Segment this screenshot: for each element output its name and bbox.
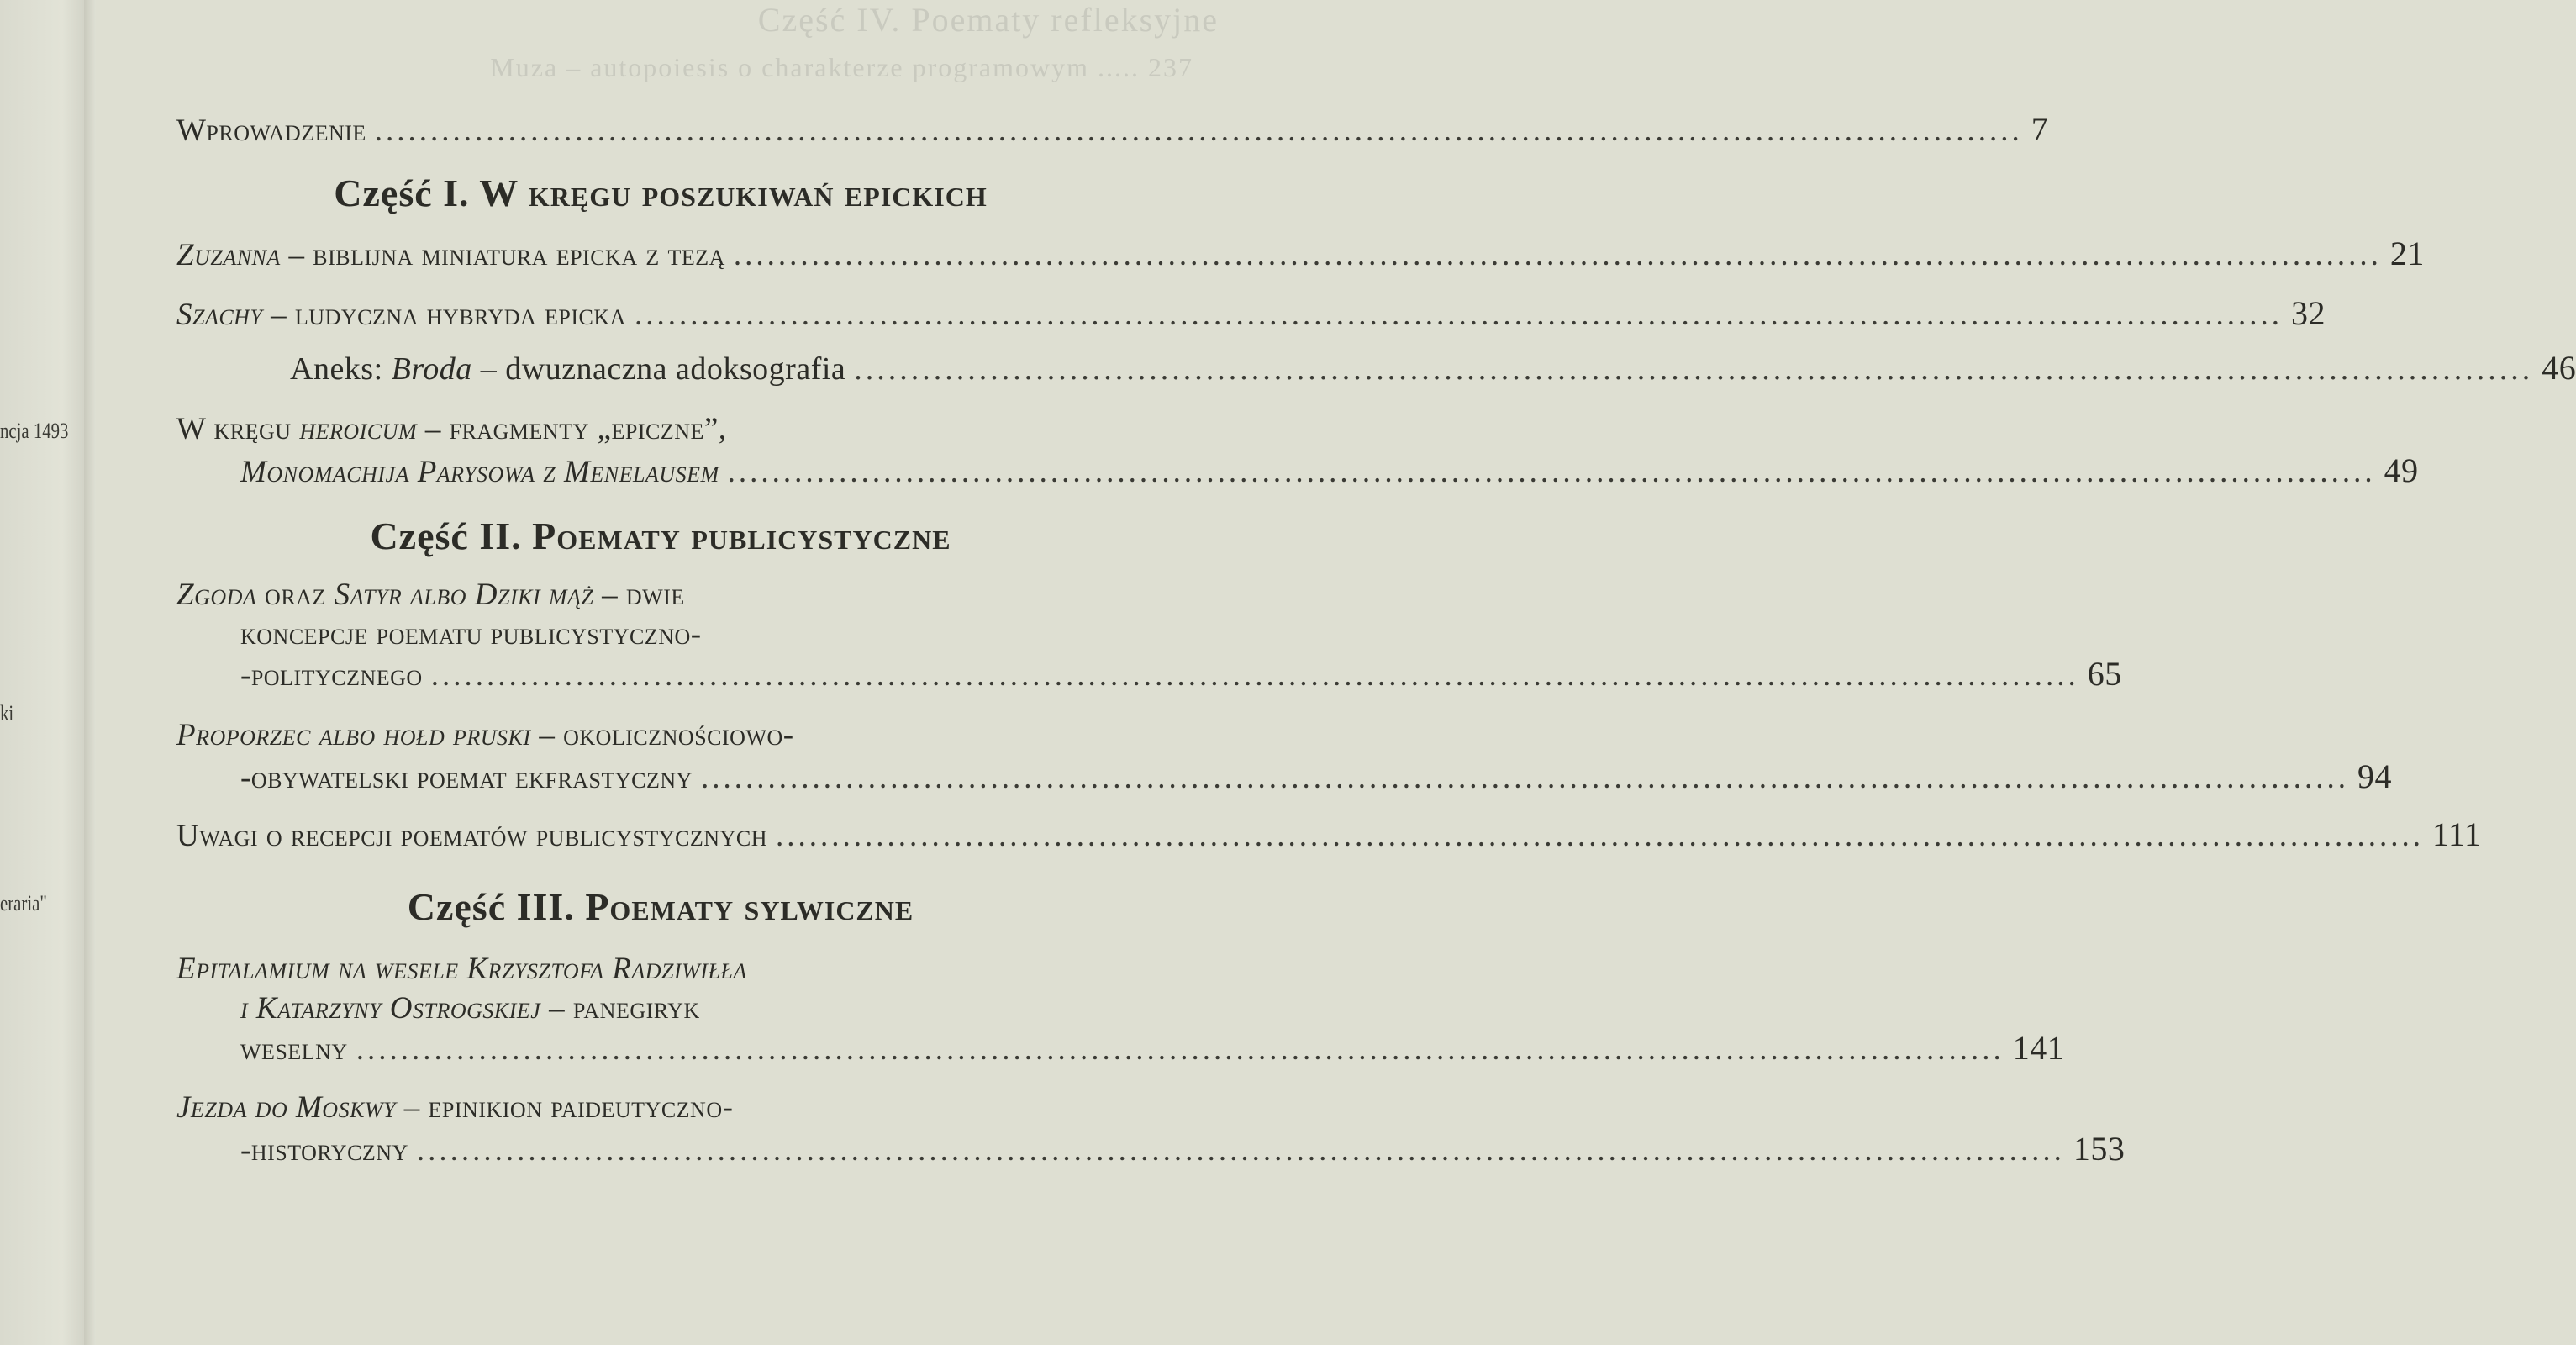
toc-page-number: 21: [2389, 235, 2425, 272]
toc-entry-title: – panegiryk: [540, 991, 700, 1026]
toc-entry-title: – dwuznaczna adoksografia: [471, 351, 846, 387]
toc-page-number: 111: [2431, 815, 2482, 853]
dot-leader: ....................................................................................................................................................: [700, 761, 2349, 795]
work-title: Broda: [391, 351, 472, 387]
dot-leader: ....................................................................................................................................................: [374, 113, 2023, 148]
toc-page-number: 65: [2087, 655, 2122, 693]
toc-entry-annex: [176, 348, 2576, 388]
dot-leader: ....................................................................................................................................................: [733, 238, 2382, 272]
toc-page-number: 7: [2031, 110, 2049, 148]
dot-leader: ....................................................................................................................................................: [854, 351, 2534, 387]
left-page-fragment: eraria": [0, 891, 47, 915]
part-label: Część II.: [370, 514, 522, 557]
part-heading-2: [176, 514, 1178, 558]
work-title: Szachy: [176, 298, 263, 332]
part-title: Poematy publicystyczne: [532, 514, 951, 557]
work-title: Zgoda: [176, 578, 257, 612]
dot-leader: ....................................................................................................................................................: [416, 1133, 2065, 1168]
show-through-text: Część IV. Poematy refleksyjne: [757, 1, 1219, 39]
table-of-contents: [176, 109, 2576, 1168]
toc-entry-title: – ludyczna hybryda epicka: [262, 298, 626, 332]
part-label: Część III.: [407, 885, 575, 928]
toc-entry-intro: [176, 109, 2049, 149]
work-title: Zuzanna: [176, 238, 281, 272]
dot-leader: ....................................................................................................................................................: [634, 298, 2283, 332]
toc-entry-title: -historyczny: [240, 1133, 408, 1168]
toc-entry-heroicum: [176, 411, 2419, 490]
work-title: Monomachija Parysowa z Menelausem: [240, 455, 719, 489]
left-page-edge: [0, 0, 89, 1345]
toc-entry-uwagi: [176, 815, 2482, 854]
dot-leader: ....................................................................................................................................................: [727, 455, 2376, 489]
toc-entry-title: -obywatelski poemat ekfrastyczny: [240, 761, 693, 795]
work-title: Jezda do Moskwy: [176, 1090, 397, 1125]
show-through-text: Muza – autopoiesis o charakterze programowym ..... 237: [490, 52, 1193, 82]
part-title: W kręgu poszukiwań epickich: [479, 171, 988, 214]
toc-entry-zuzanna: [176, 234, 2425, 273]
work-title: Epitalamium na wesele Krzysztofa Radziwiłła: [176, 952, 747, 986]
toc-entry-title: weselny: [240, 1032, 348, 1067]
part-title: Poematy sylwiczne: [585, 885, 914, 928]
toc-entry-title: – dwie: [593, 578, 685, 612]
left-page-fragment: ki: [0, 701, 14, 725]
toc-entry-szachy: [176, 293, 2326, 333]
work-title: Satyr albo Dziki mąż: [334, 578, 594, 612]
dot-leader: ....................................................................................................................................................: [430, 658, 2079, 693]
dot-leader: ....................................................................................................................................................: [775, 819, 2424, 853]
toc-page-number: 141: [2012, 1029, 2065, 1067]
toc-entry-epitalamium: [176, 951, 2065, 1068]
dot-leader: ....................................................................................................................................................: [356, 1032, 2004, 1067]
toc-page-number: 49: [2384, 451, 2419, 489]
toc-entry-title: Wprowadzenie: [176, 113, 366, 148]
part-label: Część I.: [334, 171, 470, 214]
toc-entry-title: – biblijna miniatura epicka z tezą: [280, 238, 725, 272]
work-title: Proporzec albo hołd pruski: [176, 718, 531, 752]
toc-entry-title: – epinikion paideutyczno-: [396, 1090, 734, 1125]
toc-entry-jezda: [176, 1089, 2126, 1168]
toc-page-number: 94: [2357, 757, 2392, 795]
toc-entry-title: – fragmenty „epiczne”,: [417, 412, 727, 446]
work-title: i Katarzyny Ostrogskiej: [240, 991, 541, 1026]
annex-label: Aneks:: [290, 351, 392, 387]
toc-entry-title: W kręgu: [176, 412, 300, 446]
part-heading-1: [176, 171, 1178, 215]
toc-entry-zgoda: [176, 577, 2122, 694]
work-title: heroicum: [299, 412, 418, 446]
toc-entry-title: -politycznego: [240, 658, 423, 693]
left-page-fragment: ncja 1493: [0, 419, 69, 443]
toc-entry-title: koncepcje poematu publicystyczno-: [240, 617, 702, 651]
toc-page-number: 153: [2073, 1130, 2126, 1168]
toc-entry-title: Uwagi o recepcji poematów publicystycznych: [176, 819, 767, 853]
toc-page-number: 46: [2542, 349, 2576, 387]
toc-page-number: 32: [2290, 294, 2326, 332]
toc-entry-proporzec: [176, 717, 2392, 796]
book-gutter: [84, 0, 96, 1345]
toc-entry-title: oraz: [256, 578, 335, 612]
toc-entry-title: – okolicznościowo-: [530, 718, 794, 752]
part-heading-3: [176, 884, 1178, 929]
